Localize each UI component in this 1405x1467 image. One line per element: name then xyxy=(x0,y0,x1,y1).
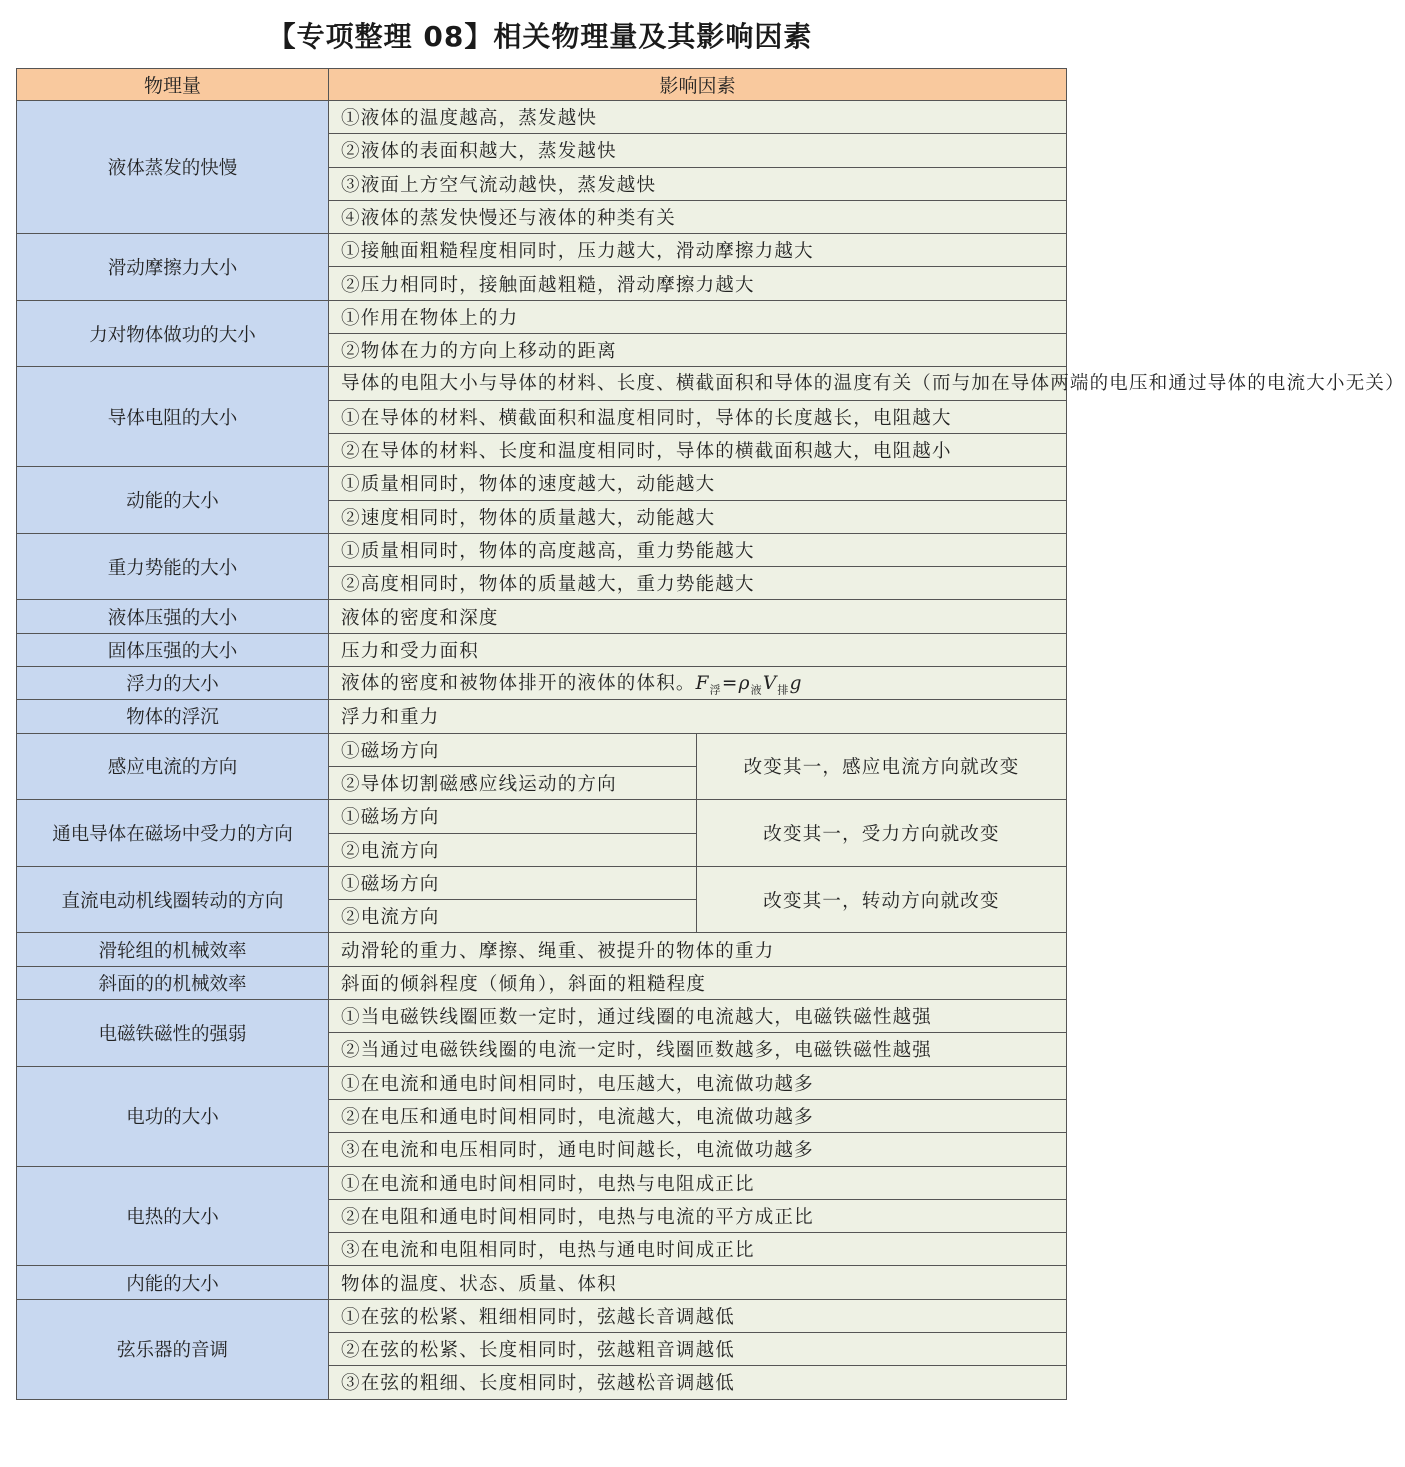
factor-cell: ①质量相同时，物体的速度越大，动能越大 xyxy=(329,467,1067,500)
factor-text: 液体的密度和被物体排开的液体的体积。 xyxy=(341,672,696,694)
quantity-cell: 动能的大小 xyxy=(17,467,329,534)
factor-cell: ①磁场方向 xyxy=(329,800,697,833)
header-quantity: 物理量 xyxy=(17,69,329,101)
factor-cell: ②高度相同时，物体的质量越大，重力势能越大 xyxy=(329,567,1067,600)
table-row xyxy=(17,866,1067,899)
factor-cell: ③在电流和电压相同时，通电时间越长，电流做功越多 xyxy=(329,1133,1067,1166)
quantity-cell: 弦乐器的音调 xyxy=(17,1299,329,1399)
factor-cell: ②导体切割磁感应线运动的方向 xyxy=(329,766,697,799)
table-row xyxy=(17,800,1067,833)
quantity-cell: 斜面的的机械效率 xyxy=(17,966,329,999)
factor-cell: 浮力和重力 xyxy=(329,700,1067,733)
table-row xyxy=(17,600,1067,633)
factor-cell: ②电流方向 xyxy=(329,900,697,933)
factor-cell: 动滑轮的重力、摩擦、绳重、被提升的物体的重力 xyxy=(329,933,1067,966)
table-row xyxy=(17,933,1067,966)
quantity-cell: 导体电阻的大小 xyxy=(17,367,329,467)
factor-cell: 物体的温度、状态、质量、体积 xyxy=(329,1266,1067,1299)
factor-cell: ①在电流和通电时间相同时，电热与电阻成正比 xyxy=(329,1166,1067,1199)
table-row xyxy=(17,733,1067,766)
table-row xyxy=(17,300,1067,333)
factor-cell: ③在弦的粗细、长度相同时，弦越松音调越低 xyxy=(329,1366,1067,1399)
factor-cell: ①在导体的材料、横截面积和温度相同时，导体的长度越长，电阻越大 xyxy=(329,400,1067,433)
quantity-cell: 浮力的大小 xyxy=(17,667,329,700)
table-row xyxy=(17,367,1067,400)
quantity-cell: 内能的大小 xyxy=(17,1266,329,1299)
factor-cell: ①磁场方向 xyxy=(329,866,697,899)
factor-cell xyxy=(329,667,1067,700)
quantity-cell: 电热的大小 xyxy=(17,1166,329,1266)
factor-cell: ①在电流和通电时间相同时，电压越大，电流做功越多 xyxy=(329,1066,1067,1099)
factor-cell: ①作用在物体上的力 xyxy=(329,300,1067,333)
factor-cell: ②电流方向 xyxy=(329,833,697,866)
quantity-cell: 直流电动机线圈转动的方向 xyxy=(17,866,329,933)
table-row xyxy=(17,1166,1067,1199)
factor-cell: ①磁场方向 xyxy=(329,733,697,766)
table-row xyxy=(17,467,1067,500)
factor-cell: ①在弦的松紧、粗细相同时，弦越长音调越低 xyxy=(329,1299,1067,1332)
factor-cell: ②在电压和通电时间相同时，电流越大，电流做功越多 xyxy=(329,1099,1067,1132)
factor-cell: 导体的电阻大小与导体的材料、长度、横截面积和导体的温度有关（而与加在导体两端的电压和通过导体的电流大小无关） xyxy=(329,367,1067,400)
factor-cell: ②当通过电磁铁线圈的电流一定时，线圈匝数越多，电磁铁磁性越强 xyxy=(329,1033,1067,1066)
page-title: 【专项整理 08】相关物理量及其影响因素 xyxy=(267,20,813,53)
table-row xyxy=(17,700,1067,733)
quantity-cell: 电磁铁磁性的强弱 xyxy=(17,1000,329,1067)
table-row xyxy=(17,667,1067,700)
quantity-cell: 物体的浮沉 xyxy=(17,700,329,733)
factor-cell: ①质量相同时，物体的高度越高，重力势能越大 xyxy=(329,533,1067,566)
table-row xyxy=(17,1066,1067,1099)
factor-cell: ②压力相同时，接触面越粗糙，滑动摩擦力越大 xyxy=(329,267,1067,300)
factor-cell: ②在弦的松紧、长度相同时，弦越粗音调越低 xyxy=(329,1332,1067,1365)
factor-cell: ②液体的表面积越大，蒸发越快 xyxy=(329,134,1067,167)
quantity-cell: 滑动摩擦力大小 xyxy=(17,234,329,301)
factor-cell: ③液面上方空气流动越快，蒸发越快 xyxy=(329,167,1067,200)
table-row xyxy=(17,1266,1067,1299)
table-row xyxy=(17,633,1067,666)
factor-cell: ③在电流和电阻相同时，电热与通电时间成正比 xyxy=(329,1233,1067,1266)
note-cell: 改变其一，转动方向就改变 xyxy=(697,866,1067,933)
quantity-cell: 固体压强的大小 xyxy=(17,633,329,666)
table-row xyxy=(17,101,1067,134)
factor-cell: 斜面的倾斜程度（倾角），斜面的粗糙程度 xyxy=(329,966,1067,999)
table-row xyxy=(17,533,1067,566)
table-row xyxy=(17,1000,1067,1033)
quantity-cell: 感应电流的方向 xyxy=(17,733,329,800)
table-row xyxy=(17,966,1067,999)
table-row xyxy=(17,1299,1067,1332)
factor-cell: ②在导体的材料、长度和温度相同时，导体的横截面积越大，电阻越小 xyxy=(329,433,1067,466)
factor-cell: ②速度相同时，物体的质量越大，动能越大 xyxy=(329,500,1067,533)
factor-cell: ①接触面粗糙程度相同时，压力越大，滑动摩擦力越大 xyxy=(329,234,1067,267)
factor-cell: ①液体的温度越高，蒸发越快 xyxy=(329,101,1067,134)
quantity-cell: 滑轮组的机械效率 xyxy=(17,933,329,966)
factor-cell: ④液体的蒸发快慢还与液体的种类有关 xyxy=(329,200,1067,233)
quantity-cell: 电功的大小 xyxy=(17,1066,329,1166)
factor-cell: ①当电磁铁线圈匝数一定时，通过线圈的电流越大，电磁铁磁性越强 xyxy=(329,1000,1067,1033)
factor-cell: ②在电阻和通电时间相同时，电热与电流的平方成正比 xyxy=(329,1199,1067,1232)
note-cell: 改变其一，感应电流方向就改变 xyxy=(697,733,1067,800)
table-header-row xyxy=(17,69,1067,101)
table-row xyxy=(17,234,1067,267)
header-factors: 影响因素 xyxy=(329,69,1067,101)
quantity-cell: 重力势能的大小 xyxy=(17,533,329,600)
factor-cell: 压力和受力面积 xyxy=(329,633,1067,666)
buoyancy-formula: $F_浮=\rho_液V_排g$ xyxy=(695,672,803,697)
factor-cell: ②物体在力的方向上移动的距离 xyxy=(329,334,1067,367)
factor-cell: 液体的密度和深度 xyxy=(329,600,1067,633)
quantity-cell: 通电导体在磁场中受力的方向 xyxy=(17,800,329,867)
physics-factors-table xyxy=(16,68,1405,1400)
quantity-cell: 液体蒸发的快慢 xyxy=(17,101,329,234)
note-cell: 改变其一，受力方向就改变 xyxy=(697,800,1067,867)
quantity-cell: 液体压强的大小 xyxy=(17,600,329,633)
quantity-cell: 力对物体做功的大小 xyxy=(17,300,329,367)
